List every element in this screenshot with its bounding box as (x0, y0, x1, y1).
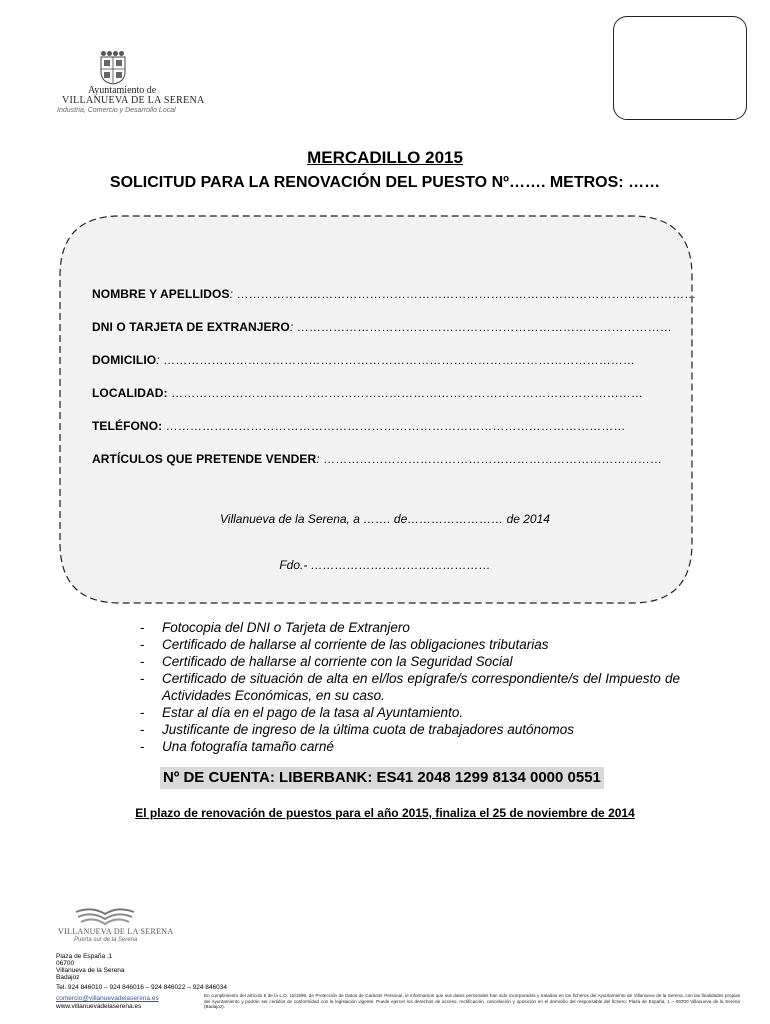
field-label: TELÉFONO: (92, 419, 163, 433)
field-separator: : (316, 452, 320, 466)
field-label: DOMICILIO (92, 353, 157, 367)
page-subtitle: SOLICITUD PARA LA RENOVACIÓN DEL PUESTO Nº……. METROS: …… (109, 174, 661, 191)
footer-motto: Puerta sur de la Serena (74, 937, 138, 943)
field-domicilio[interactable] (92, 353, 635, 367)
deadline-notice: El plazo de renovación de puestos para el año 2015, finaliza el 25 de noviembre de 2014 (135, 806, 635, 820)
org-name-line2: VILLANUEVA DE LA SERENA (62, 95, 205, 106)
field-nombre[interactable] (92, 287, 696, 301)
field-blank: ……………………………………………………………………………………………………… (159, 353, 636, 367)
footer-legal-notice: En cumplimiento del artículo 5 de la L.O. 15/1999, de Protección de Datos de Carácter Personal, le informamos que sus datos personales han sido incorporados y tratados en los ficheros del Ayuntamiento de Villanueva de la Serena, con las finalidades propias del Ayuntamiento y podrán ser cedidos de conformidad con la legislación vigente. Puede ejercer los derechos de acceso, rectificación, cancelación y oposición en el domicilio del responsable del fichero: Plaza de España, 1 – 06700 Villanueva de la Serena (Badajoz). (204, 993, 740, 1010)
list-item: - Certificado de hallarse al corriente con la Seguridad Social (140, 654, 513, 669)
field-label: LOCALIDAD: (92, 386, 168, 400)
footer-address-line: Plaza de España ,1 (56, 953, 113, 960)
footer-logo-title: VILLANUEVA DE LA SERENA (58, 927, 174, 936)
photo-box (613, 16, 747, 120)
footer-address-line: Badajoz (56, 974, 80, 981)
signature-line[interactable]: Fdo.- ……………………………………… (279, 558, 491, 572)
field-separator: : (156, 353, 160, 367)
field-localidad[interactable] (92, 386, 643, 400)
field-blank: ……………………………………………………………………………………………………… (167, 386, 643, 400)
footer-phone: Tel. 924 846010 – 924 846016 – 924 846022 – 924 846034 (56, 984, 227, 991)
field-label: ARTÍCULOS QUE PRETENDE VENDER (92, 452, 317, 466)
field-blank: ………………………………………………………………………………… (293, 320, 672, 334)
org-department: Industria, Comercio y Desarrollo Local (57, 107, 176, 114)
field-label: NOMBRE Y APELLIDOS (92, 287, 230, 301)
form-panel (58, 214, 697, 605)
date-line[interactable]: Villanueva de la Serena, a ……. de…………………… de 2014 (220, 512, 550, 526)
list-item: - Una fotografía tamaño carné (140, 739, 334, 754)
list-item: - Estar al día en el pago de la tasa al Ayuntamiento. (140, 705, 464, 720)
crown-dots-icon (101, 43, 131, 51)
org-name-line1: Ayuntamiento de (88, 85, 157, 96)
list-item: - Certificado de hallarse al corriente de las obligaciones tributarias (140, 637, 549, 652)
footer-email-link[interactable]: comercio@villanuevadelaserena.es (56, 995, 159, 1002)
footer-website[interactable]: www.villanuevadelaserena.es (56, 1003, 142, 1010)
footer-address-line: Villanueva de la Serena (56, 967, 125, 974)
list-item: - Justificante de ingreso de la última cuota de trabajadores autónomos (140, 722, 575, 737)
page-title: MERCADILLO 2015 (307, 148, 463, 167)
coat-of-arms-icon (98, 55, 128, 85)
list-item: - Certificado de situación de alta en el/los epígrafe/s correspondiente/s del Impuesto de Actividades Económicas, en su caso. (140, 671, 680, 703)
bank-account: Nº DE CUENTA: LIBERBANK: ES41 2048 1299 8134 0000 0551 (160, 767, 604, 789)
requirements-list (140, 619, 680, 755)
field-blank: …………………………………………………………………………………………………… (233, 287, 697, 301)
field-label: DNI O TARJETA DE EXTRANJERO (92, 320, 290, 334)
list-item: - Fotocopia del DNI o Tarjeta de Extranjero (140, 620, 410, 635)
field-separator: : (289, 320, 294, 334)
field-blank: …………………………………………………………………………………………………… (162, 419, 626, 433)
field-dni[interactable] (92, 320, 672, 334)
field-telefono[interactable] (92, 419, 625, 433)
field-articulos[interactable] (92, 452, 662, 466)
field-separator: : (229, 287, 234, 301)
field-blank: ………………………………………………………………………… (319, 452, 662, 466)
footer-address-line: 06700 (56, 960, 75, 967)
